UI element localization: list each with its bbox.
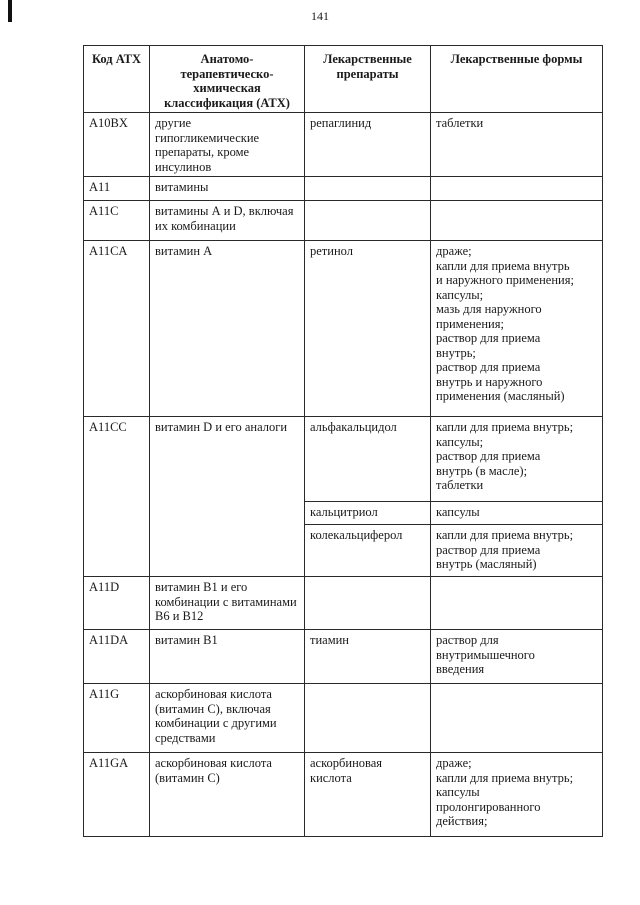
header-classification: Анатомо- терапевтическо- химическая классификация (АТХ) xyxy=(150,46,305,113)
cell-drug: кальцитриол xyxy=(305,502,431,525)
cell-dosage-forms xyxy=(431,684,603,753)
cell-atc-code: A11CC xyxy=(84,417,150,577)
cell-dosage-forms: капли для приема внутрь; капсулы; раствор для приема внутрь (в масле); таблетки xyxy=(431,417,603,502)
cell-atc-code: A11D xyxy=(84,577,150,630)
cell-classification: другие гипогликемические препараты, кроме инсулинов xyxy=(150,113,305,177)
page-number: 141 xyxy=(311,9,329,23)
cell-classification: аскорбиновая кислота (витамин С), включая комбинации с другими средствами xyxy=(150,684,305,753)
table-header-row xyxy=(84,46,603,113)
table-row xyxy=(84,417,603,502)
table-row xyxy=(84,201,603,241)
cell-drug xyxy=(305,684,431,753)
cell-atc-code: A11 xyxy=(84,177,150,201)
cell-atc-code: A10BX xyxy=(84,113,150,177)
cell-dosage-forms: капли для приема внутрь; раствор для приема внутрь (масляный) xyxy=(431,525,603,577)
cell-dosage-forms xyxy=(431,177,603,201)
table-row xyxy=(84,241,603,417)
cell-dosage-forms: раствор для внутримышечного введения xyxy=(431,630,603,684)
header-drugs: Лекарственные препараты xyxy=(305,46,431,113)
cell-dosage-forms: драже; капли для приема внутрь и наружного применения; капсулы; мазь для наружного применения; раствор для приема внутрь; раствор для приема внутрь и наружного применения (масляный) xyxy=(431,241,603,417)
header-atc-code: Код АТХ xyxy=(84,46,150,113)
cell-dosage-forms xyxy=(431,201,603,241)
cell-drug: ретинол xyxy=(305,241,431,417)
cell-drug: репаглинид xyxy=(305,113,431,177)
atc-drug-table xyxy=(83,45,603,837)
cell-drug: аскорбиновая кислота xyxy=(305,753,431,837)
cell-dosage-forms xyxy=(431,577,603,630)
cell-drug xyxy=(305,577,431,630)
cell-drug: колекальциферол xyxy=(305,525,431,577)
header-dosage-forms: Лекарственные формы xyxy=(431,46,603,113)
table-row xyxy=(84,113,603,177)
table-row xyxy=(84,753,603,837)
cell-atc-code: A11DA xyxy=(84,630,150,684)
cell-classification: аскорбиновая кислота (витамин С) xyxy=(150,753,305,837)
table-row xyxy=(84,684,603,753)
cell-drug: альфакальцидол xyxy=(305,417,431,502)
cell-drug xyxy=(305,201,431,241)
cell-atc-code: A11CA xyxy=(84,241,150,417)
cell-classification: витамины А и D, включая их комбинации xyxy=(150,201,305,241)
cell-atc-code: A11G xyxy=(84,684,150,753)
cell-classification: витамины xyxy=(150,177,305,201)
cell-dosage-forms: драже; капли для приема внутрь; капсулы пролонгированного действия; xyxy=(431,753,603,837)
cell-atc-code: A11C xyxy=(84,201,150,241)
table-row xyxy=(84,630,603,684)
cell-drug xyxy=(305,177,431,201)
cell-classification: витамин В1 xyxy=(150,630,305,684)
table-row xyxy=(84,177,603,201)
cell-atc-code: A11GA xyxy=(84,753,150,837)
cell-dosage-forms: таблетки xyxy=(431,113,603,177)
cell-dosage-forms: капсулы xyxy=(431,502,603,525)
cell-classification: витамин В1 и его комбинации с витаминами В6 и В12 xyxy=(150,577,305,630)
cell-classification: витамин А xyxy=(150,241,305,417)
cell-classification: витамин D и его аналоги xyxy=(150,417,305,577)
cell-drug: тиамин xyxy=(305,630,431,684)
table-row xyxy=(84,577,603,630)
